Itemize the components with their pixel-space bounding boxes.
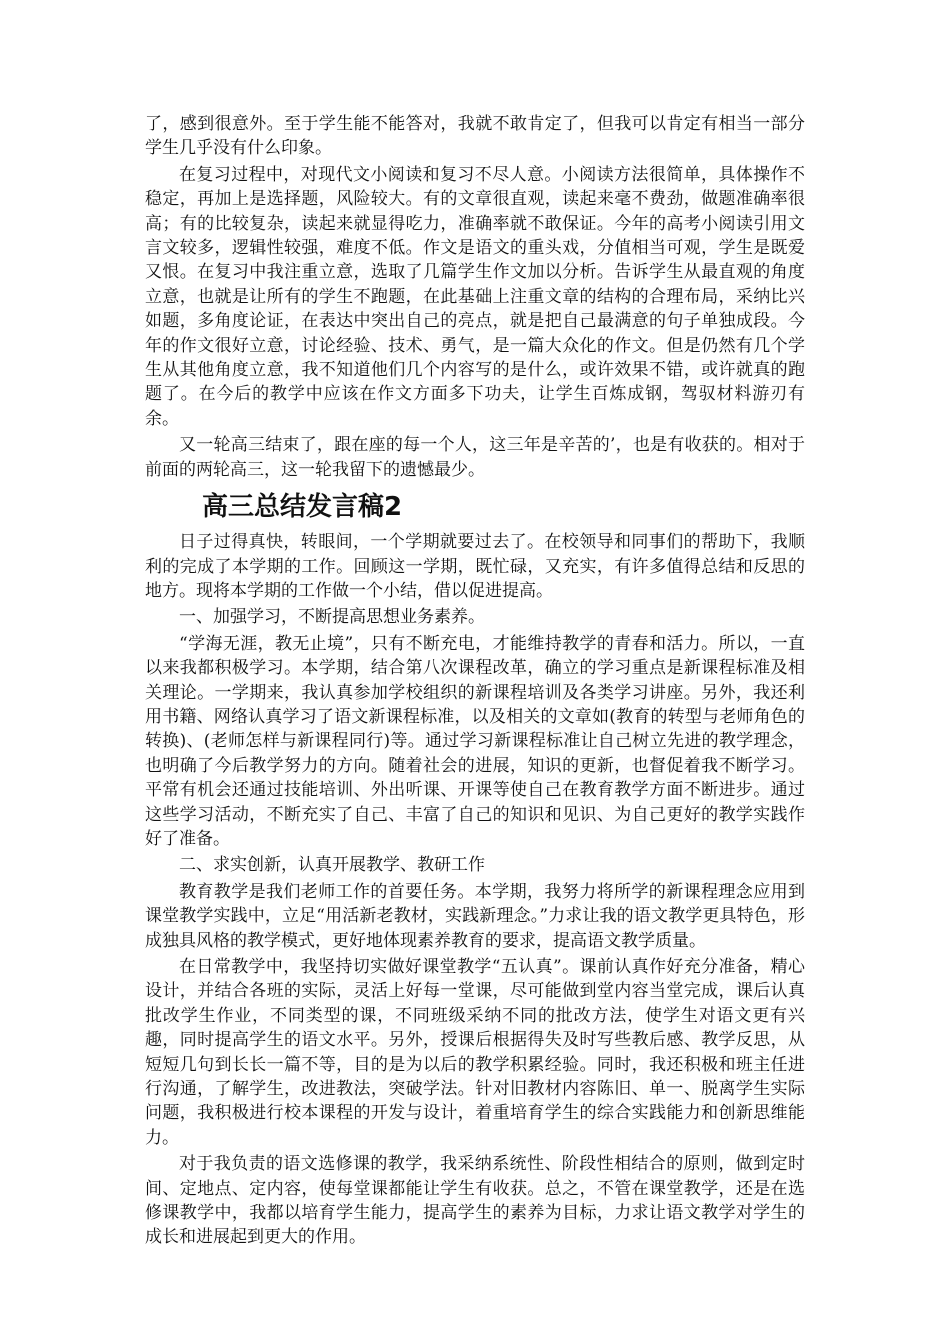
paragraph-review-reading: 在复习过程中，对现代文小阅读和复习不尽人意。小阅读方法很简单，具体操作不稳定，再加上是选择题，风险较大。有的文章很直观，读起来毫不费劲，做题准确率很高；有的比较复杂，读起来就显得吃力，准确率就不敢保证。今年的高考小阅读引用文言文较多，逻辑性较强，难度不低。作文是语文的重头戏，分值相当可观，学生是既爱又恨。在复习中我注重立意，选取了几篇学生作文加以分析。告诉学生从最直观的角度立意，也就是让所有的学生不跑题，在此基础上注重文章的结构的合理布局，采纳比兴如题，多角度论证，在表达中突出自己的亮点，就是把自己最满意的句子单独成段。今年的作文很好立意，讨论经验、技术、勇气，是一篇大众化的作文。但是仍然有几个学生从其他角度立意，我不知道他们几个内容写的是什么，或许效果不错，或许就真的跑题了。在今后的教学中应该在作文方面多下功夫，让学生百炼成钢，驾驭材料游刃有余。 <box>145 164 805 429</box>
paragraph-conclusion: 又一轮高三结束了，跟在座的每一个人，这三年是辛苦的’，也是有收获的。相对于前面的两轮高三，这一轮我留下的遗憾最少。 <box>145 435 805 480</box>
paragraph-elective: 对于我负责的语文选修课的教学，我采纳系统性、阶段性相结合的原则，做到定时间、定地点、定内容，使每堂课都能让学生有收获。总之，不管在课堂教学，还是在选修课教学中，我都以培育学生能力，提高学生的素养为目标，力求让语文教学对学生的成长和进展起到更大的作用。 <box>145 1154 805 1248</box>
paragraph-daily-teaching: 在日常教学中，我坚持切实做好课堂教学“五认真”。课前认真作好充分准备，精心设计，并结合各班的实际，灵活上好每一堂课，尽可能做到堂内容当堂完成，课后认真批改学生作业，不同类型的课，不同班级采纳不同的批改方法，使学生对语文更有兴趣，同时提高学生的语文水平。另外，授课后根据得失及时写些教后感、教学反思，从短短几句到长长一篇不等，目的是为以后的教学积累经验。同时，我还积极和班主任进行沟通，了解学生，改进教法，突破学法。针对旧教材内容陈旧、单一、脱离学生实际问题，我积极进行校本课程的开发与设计，着重培育学生的综合实践能力和创新思维能力。 <box>145 957 805 1148</box>
subheading-teaching: 二、求实创新，认真开展教学、教研工作 <box>179 855 485 876</box>
document-page <box>145 112 805 1252</box>
subheading-study: 一、加强学习，不断提高思想业务素养。 <box>179 607 485 628</box>
section-heading: 高三总结发言稿2 <box>202 492 403 523</box>
paragraph-continuation: 了，感到很意外。至于学生能不能答对，我就不敢肯定了，但我可以肯定有相当一部分学生几乎没有什么印象。 <box>145 114 805 159</box>
paragraph-intro: 日子过得真快，转眼间，一个学期就要过去了。在校领导和同事们的帮助下，我顺利的完成了本学期的工作。回顾这一学期，既忙碌，又充实，有许多值得总结和反思的地方。现将本学期的工作做一个小结，借以促进提高。 <box>145 532 805 601</box>
paragraph-study: “学海无涯，教无止境”，只有不断充电，才能维持教学的青春和活力。所以，一直以来我都积极学习。本学期，结合第八次课程改革，确立的学习重点是新课程标准及相关理论。一学期来，我认真参加学校组织的新课程培训及各类学习讲座。另外，我还利用书籍、网络认真学习了语文新课程标准，以及相关的文章如(教育的转型与老师角色的转换)、(老师怎样与新课程同行)等。通过学习新课程标准让自己树立先进的教学理念，也明确了今后教学努力的方向。随着社会的进展，知识的更新，也督促着我不断学习。平常有机会还通过技能培训、外出听课、开课等使自己在教育教学方面不断进步。通过这些学习活动，不断充实了自己、丰富了自己的知识和见识、为自己更好的教学实践作好了准备。 <box>145 633 805 849</box>
paragraph-teaching-task: 教育教学是我们老师工作的首要任务。本学期，我努力将所学的新课程理念应用到课堂教学实践中，立足“用活新老教材，实践新理念。”力求让我的语文教学更具特色，形成独具风格的教学模式，更好地体现素养教育的要求，提高语文教学质量。 <box>145 881 805 951</box>
